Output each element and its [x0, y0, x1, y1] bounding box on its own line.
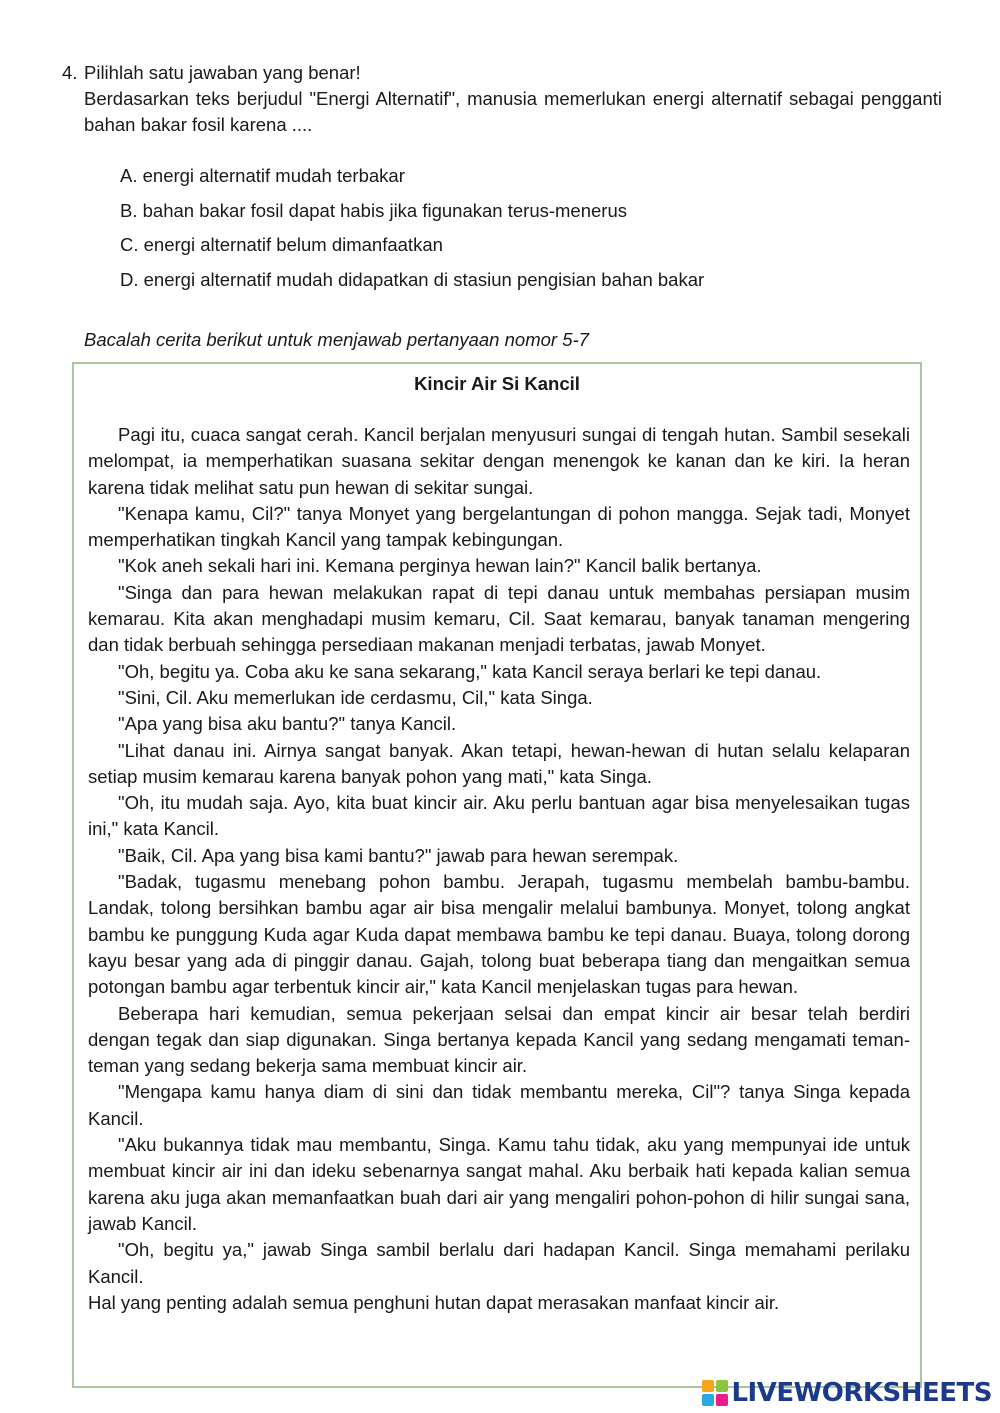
- story-paragraph: "Oh, itu mudah saja. Ayo, kita buat kincir air. Aku perlu bantuan agar bisa menyelesaikan tugas ini," kata Kancil.: [88, 792, 910, 840]
- story-paragraph: Hal yang penting adalah semua penghuni hutan dapat merasakan manfaat kincir air.: [88, 1291, 780, 1313]
- logo-tile: [702, 1394, 714, 1406]
- question-prompt: Berdasarkan teks berjudul "Energi Alternatif", manusia memerlukan energi alternatif sebagai pengganti bahan bakar fosil karena ....: [84, 88, 942, 135]
- story-paragraph: "Oh, begitu ya," jawab Singa sambil berlalu dari hadapan Kancil. Singa memahami perilaku Kancil.: [88, 1239, 910, 1287]
- liveworksheets-logo-icon: [702, 1380, 728, 1406]
- story-paragraph: "Kenapa kamu, Cil?" tanya Monyet yang bergelantungan di pohon mangga. Sejak tadi, Monyet memperhatikan tingkah Kancil yang tampak kebingungan.: [88, 502, 910, 551]
- option-c[interactable]: C. energi alternatif belum dimanfaatkan: [120, 234, 443, 255]
- liveworksheets-watermark: [702, 1375, 992, 1411]
- story-paragraph: "Sini, Cil. Aku memerlukan ide cerdasmu, Cil," kata Singa.: [118, 686, 593, 708]
- logo-tile: [716, 1380, 728, 1392]
- story-box: [72, 362, 922, 1388]
- story-paragraph: Pagi itu, cuaca sangat cerah. Kancil berjalan menyusuri sungai di tengah hutan. Sambil sesekali melompat, ia memperhatikan suasana sekitar dengan menengok ke kanan dan ke kiri. Ia heran karena tidak melihat satu pun hewan di sekitar sungai.: [88, 424, 910, 498]
- logo-tile: [702, 1380, 714, 1392]
- question-number: 4.: [62, 62, 78, 83]
- liveworksheets-logo-text: LIVEWORKSHEETS: [731, 1378, 992, 1408]
- option-a[interactable]: A. energi alternatif mudah terbakar: [120, 165, 405, 186]
- story-paragraph: "Mengapa kamu hanya diam di sini dan tidak membantu mereka, Cil"? tanya Singa kepada Kancil.: [88, 1081, 910, 1129]
- story-paragraph: "Oh, begitu ya. Coba aku ke sana sekarang," kata Kancil seraya berlari ke tepi danau.: [118, 660, 822, 682]
- question-4: [62, 60, 942, 138]
- story-text: [88, 422, 910, 1316]
- story-paragraph: "Lihat danau ini. Airnya sangat banyak. Akan tetapi, hewan-hewan di hutan selalu kelaparan setiap musim kemarau karena banyak pohon yang mati," kata Singa.: [88, 739, 910, 787]
- story-paragraph: "Apa yang bisa aku bantu?" tanya Kancil.: [118, 713, 457, 735]
- answer-options: [120, 163, 704, 301]
- story-paragraph: "Badak, tugasmu menebang pohon bambu. Jerapah, tugasmu membelah bambu-bambu. Landak, tolong bersihkan bambu agar air bisa mengalir melalui bambunya. Monyet, tolong angkat bambu ke punggung Kuda agar Kuda dapat membawa bambu ke tepi danau. Buaya, tolong dorong kayu besar yang ada di pinggir danau. Gajah, tolong buat beberapa tiang dan mengaitkan semua potongan bambu agar terbentuk kincir air," kata Kancil menjelaskan tugas para hewan.: [88, 871, 910, 998]
- story-paragraph: "Aku bukannya tidak mau membantu, Singa. Kamu tahu tidak, aku yang mempunyai ide untuk membuat kincir air ini dan ideku sebenarnya sangat mahal. Aku berbaik hati kepada kalian semua karena aku juga akan memanfaatkan buah dari air yang mengaliri pohon-pohon di hilir sungai sana, jawab Kancil.: [88, 1134, 910, 1234]
- story-paragraph: Beberapa hari kemudian, semua pekerjaan selsai dan empat kincir air besar telah berdiri dengan tegak dan siap digunakan. Singa bertanya kepada Kancil yang sedang mengamati teman-teman yang sedang bekerja sama membuat kincir air.: [88, 1002, 910, 1077]
- story-title: Kincir Air Si Kancil: [414, 373, 580, 394]
- option-d[interactable]: D. energi alternatif mudah didapatkan di stasiun pengisian bahan bakar: [120, 268, 705, 290]
- option-b[interactable]: B. bahan bakar fosil dapat habis jika figunakan terus-menerus: [120, 199, 627, 221]
- story-paragraph: "Singa dan para hewan melakukan rapat di tepi danau untuk membahas persiapan musim kemarau. Kita akan menghadapi musim kemaru, Cil. Saat kemarau, banyak tanaman mengering dan tidak berbuah sehingga persediaan makanan menjadi terbatas, jawab Monyet.: [88, 581, 910, 656]
- reading-instruction: Bacalah cerita berikut untuk menjawab pertanyaan nomor 5-7: [84, 329, 589, 350]
- story-paragraph: "Kok aneh sekali hari ini. Kemana perginya hewan lain?" Kancil balik bertanya.: [118, 555, 762, 577]
- question-instruction: Pilihlah satu jawaban yang benar!: [84, 62, 361, 83]
- story-paragraph: "Baik, Cil. Apa yang bisa kami bantu?" jawab para hewan serempak.: [118, 844, 679, 866]
- question-header: [62, 60, 942, 86]
- logo-tile: [716, 1394, 728, 1406]
